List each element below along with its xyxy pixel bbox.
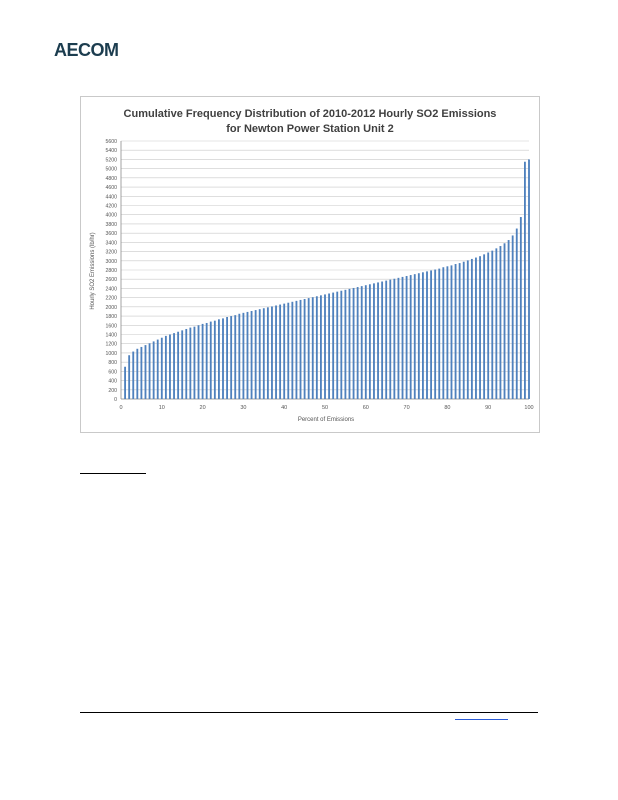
bar	[136, 349, 138, 399]
bar	[153, 341, 155, 399]
bar	[238, 314, 240, 399]
bar	[287, 303, 289, 399]
bar	[389, 280, 391, 399]
bar	[173, 333, 175, 399]
bar	[210, 322, 212, 399]
bar	[344, 290, 346, 399]
cumulative-frequency-chart	[81, 97, 539, 432]
y-tick-label: 4400	[105, 194, 117, 201]
bar	[418, 273, 420, 399]
bar	[357, 287, 359, 399]
section-heading-underline	[80, 473, 146, 474]
bar	[442, 267, 444, 399]
bar	[475, 258, 477, 399]
bar	[495, 248, 497, 399]
bar	[145, 345, 147, 399]
bar	[426, 271, 428, 399]
bar	[271, 306, 273, 399]
bar	[349, 289, 351, 399]
bar	[312, 297, 314, 399]
footer-link-underline[interactable]	[455, 719, 508, 720]
bar	[340, 291, 342, 399]
y-tick-label: 3400	[105, 240, 117, 247]
y-tick-label: 3200	[105, 249, 117, 256]
bar	[247, 312, 249, 399]
bar	[165, 336, 167, 399]
y-tick-label: 4000	[105, 212, 117, 219]
bar	[471, 259, 473, 399]
bar	[296, 301, 298, 399]
bar	[275, 305, 277, 399]
bar	[185, 329, 187, 399]
bar	[308, 298, 310, 399]
bar	[414, 274, 416, 399]
bar	[226, 317, 228, 399]
y-tick-label: 2400	[105, 286, 117, 293]
bar	[369, 284, 371, 399]
bar	[393, 279, 395, 399]
y-tick-label: 600	[108, 369, 117, 376]
bar	[365, 285, 367, 399]
bar	[459, 263, 461, 399]
bar	[512, 235, 514, 399]
bar	[402, 277, 404, 399]
y-tick-label: 4200	[105, 203, 117, 210]
bar	[324, 294, 326, 399]
chart-title-line1: Cumulative Frequency Distribution of 2010-2012 Hourly SO2 Emissions	[123, 108, 497, 120]
bar	[132, 352, 134, 399]
bar	[124, 367, 126, 399]
y-tick-label: 2800	[105, 268, 117, 274]
bar	[410, 275, 412, 399]
bar	[463, 262, 465, 399]
bar	[214, 321, 216, 399]
y-tick-label: 5600	[105, 139, 117, 145]
bar	[422, 272, 424, 399]
bar	[255, 310, 257, 399]
y-tick-label: 3000	[105, 258, 117, 265]
x-axis-label: Percent of Emissions	[297, 417, 355, 423]
bar	[300, 300, 302, 399]
x-tick-label: 100	[524, 405, 534, 411]
bar	[500, 246, 502, 399]
bar	[251, 311, 253, 399]
bar	[263, 308, 265, 399]
y-tick-label: 4800	[105, 175, 117, 182]
bar	[528, 159, 530, 399]
bar	[222, 318, 224, 399]
y-tick-label: 400	[108, 378, 117, 385]
y-tick-label: 0	[114, 397, 117, 403]
y-tick-label: 800	[108, 360, 117, 367]
bar	[381, 282, 383, 399]
bar	[446, 266, 448, 399]
y-tick-label: 2600	[105, 277, 117, 284]
x-tick-label: 10	[158, 405, 165, 411]
x-tick-label: 0	[119, 405, 123, 411]
y-tick-label: 5000	[105, 166, 117, 173]
bar	[361, 286, 363, 399]
bar	[520, 217, 522, 399]
bar	[320, 295, 322, 399]
y-tick-label: 3600	[105, 231, 117, 238]
bar	[291, 302, 293, 399]
bar	[234, 315, 236, 399]
y-axis-label: Hourly SO2 Emissions (lb/hr)	[90, 232, 96, 310]
y-tick-label: 2200	[105, 295, 117, 302]
y-tick-label: 1200	[105, 341, 117, 348]
bar	[169, 335, 171, 400]
y-tick-label: 1800	[105, 314, 117, 321]
bar	[206, 323, 208, 399]
bar	[198, 325, 200, 399]
bar	[259, 309, 261, 399]
bar	[398, 278, 400, 399]
bar	[385, 281, 387, 399]
y-tick-label: 2000	[105, 304, 117, 311]
bar	[161, 338, 163, 399]
bar	[128, 355, 130, 399]
bar	[524, 162, 526, 399]
y-tick-label: 1600	[105, 323, 117, 330]
x-tick-label: 40	[281, 405, 288, 411]
y-tick-label: 1000	[105, 350, 117, 357]
bar	[377, 282, 379, 399]
x-tick-label: 60	[362, 405, 369, 411]
bar	[438, 269, 440, 399]
x-tick-label: 30	[240, 405, 247, 411]
x-tick-label: 50	[321, 405, 329, 411]
bar	[516, 229, 518, 399]
y-tick-label: 5400	[105, 148, 117, 155]
bar	[242, 313, 244, 399]
bar	[149, 343, 151, 399]
chart-frame	[80, 96, 540, 433]
bar	[483, 254, 485, 399]
bar	[336, 292, 338, 399]
bar	[328, 294, 330, 400]
bar	[218, 319, 220, 399]
y-tick-labels	[105, 139, 117, 403]
x-tick-labels	[119, 405, 533, 411]
bar	[194, 327, 196, 399]
x-tick-label: 90	[485, 405, 492, 411]
y-tick-label: 1400	[105, 332, 117, 339]
bar	[455, 264, 457, 399]
aecom-logo: AECOM	[54, 40, 119, 60]
bar	[353, 288, 355, 399]
y-tick-label: 3800	[105, 221, 117, 228]
bar	[202, 324, 204, 399]
x-tick-label: 80	[444, 405, 451, 411]
bar	[279, 305, 281, 399]
bar	[434, 270, 436, 399]
bar	[430, 270, 432, 399]
bar	[504, 243, 506, 399]
chart-title-line2: for Newton Power Station Unit 2	[226, 123, 394, 135]
bar	[491, 251, 493, 399]
footer-rule	[80, 712, 538, 713]
bar	[467, 260, 469, 399]
bar	[157, 340, 159, 399]
bar	[181, 330, 183, 399]
bar	[283, 304, 285, 399]
y-tick-label: 4600	[105, 185, 117, 192]
bar	[479, 256, 481, 399]
bar	[508, 240, 510, 399]
bar	[451, 265, 453, 399]
bar	[332, 293, 334, 399]
bar	[406, 276, 408, 399]
x-tick-label: 70	[403, 405, 410, 411]
bar	[140, 347, 142, 399]
bar	[267, 307, 269, 399]
x-tick-label: 20	[199, 405, 206, 411]
bar	[230, 316, 232, 399]
bar	[177, 332, 179, 399]
bar	[316, 296, 318, 399]
y-tick-label: 5200	[105, 157, 117, 164]
bar	[189, 328, 191, 399]
bar	[373, 283, 375, 399]
bar	[487, 252, 489, 399]
bar	[304, 299, 306, 399]
y-tick-label: 200	[108, 387, 117, 394]
